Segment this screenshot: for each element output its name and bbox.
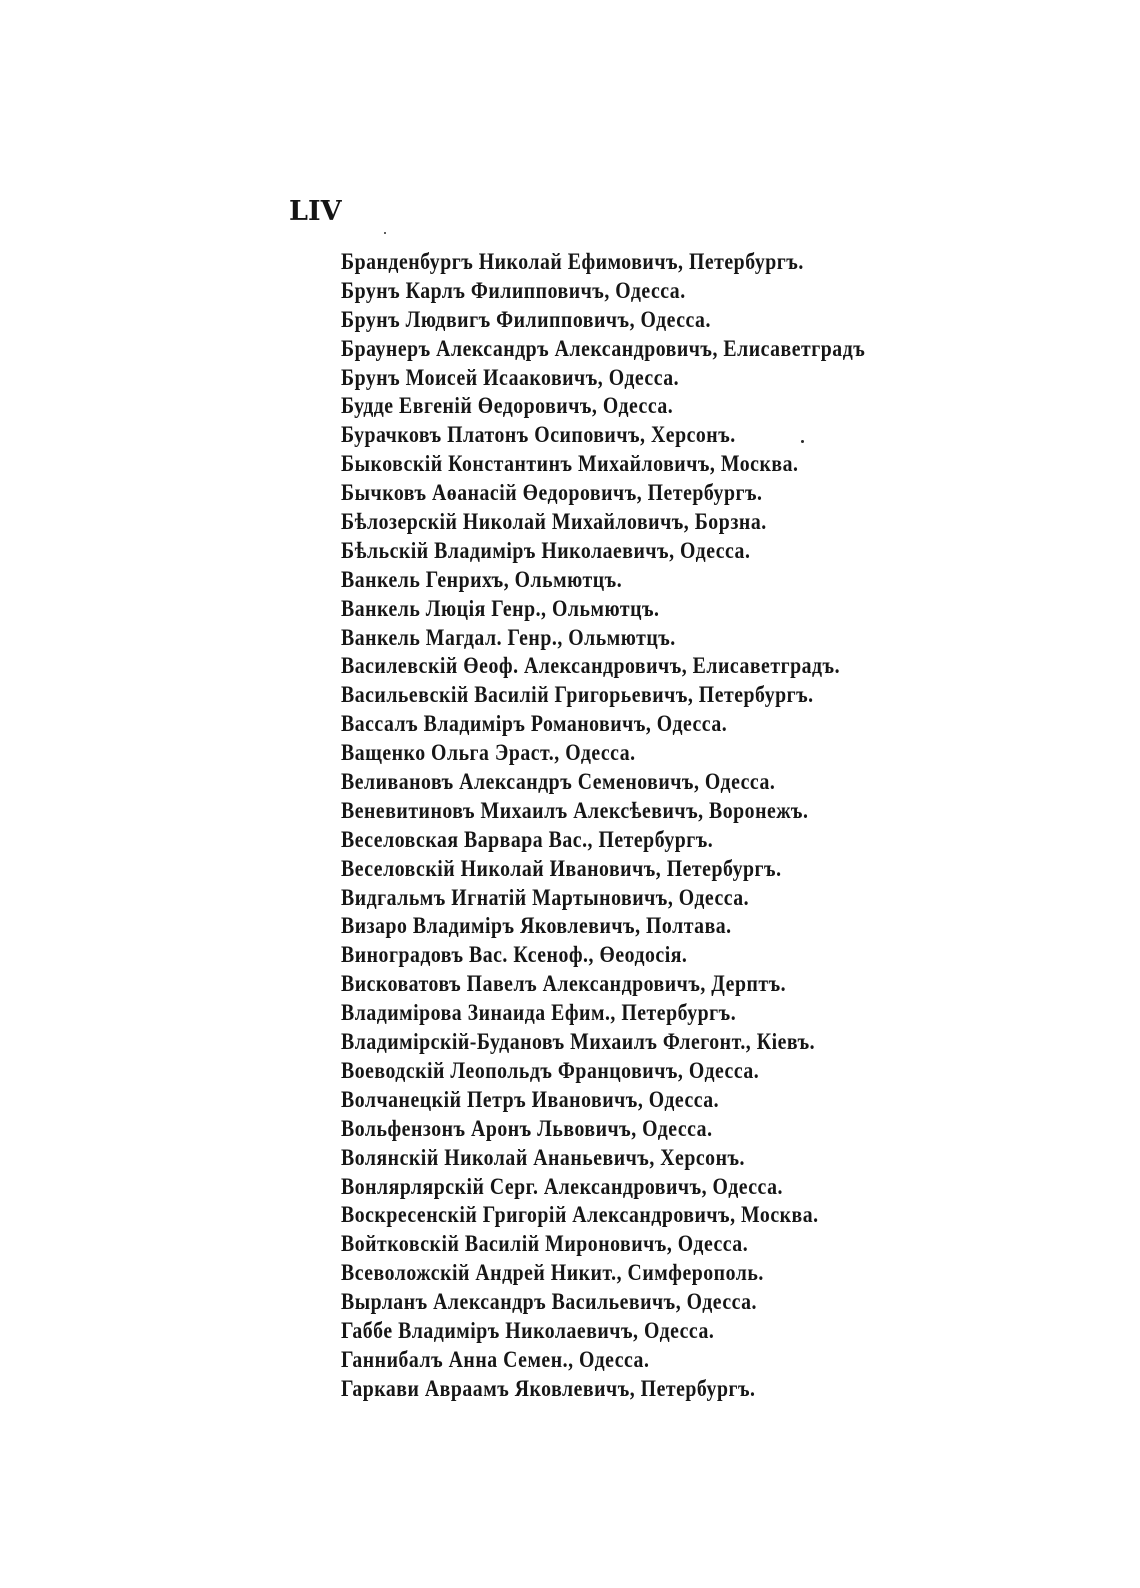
list-item: Веселовская Варвара Вас., Петербургъ. (341, 826, 714, 852)
list-item: Брунъ Моисей Исааковичъ, Одесса. (341, 364, 680, 390)
list-item: Браунеръ Александръ Александровичъ, Елисаветградъ (341, 335, 866, 361)
member-list (341, 248, 1101, 1404)
list-item: Ващенко Ольга Эраст., Одесса. (341, 740, 636, 766)
list-item: Ванкель Магдал. Генр., Ольмютцъ. (341, 624, 676, 650)
list-item: Брунъ Людвигъ Филипповичъ, Одесса. (341, 306, 711, 332)
list-item: Воеводскій Леопольдъ Францовичъ, Одесса. (341, 1057, 760, 1083)
list-item: Владимірскій-Будановъ Михаилъ Флегонт., Кіевъ. (341, 1029, 816, 1055)
list-item: Бычковъ Аөанасій Өедоровичъ, Петербургъ. (341, 480, 763, 506)
list-item: Ганнибалъ Анна Семен., Одесса. (341, 1346, 650, 1372)
list-item: Визаро Владиміръ Яковлевичъ, Полтава. (341, 913, 732, 939)
list-item: Видгальмъ Игнатій Мартыновичъ, Одесса. (341, 884, 750, 910)
list-item: Веневитиновъ Михаилъ Алексѣевичъ, Воронежъ. (341, 797, 809, 823)
list-item: Василевскій Өеоф. Александровичъ, Елисаветградъ. (341, 653, 841, 679)
list-item: Веливановъ Александръ Семеновичъ, Одесса. (341, 769, 776, 795)
list-item: Вырланъ Александръ Васильевичъ, Одесса. (341, 1289, 758, 1315)
list-item: Всеволожскій Андрей Никит., Симферополь. (341, 1260, 764, 1286)
list-item: Бѣлозерскій Николай Михайловичъ, Борзна. (341, 509, 767, 535)
page-number: LIV (289, 196, 342, 227)
list-item: Васильевскій Василій Григорьевичъ, Петербургъ. (341, 682, 814, 708)
list-item: Войтковскій Василій Мироновичъ, Одесса. (341, 1231, 749, 1257)
list-item: Веселовскій Николай Ивановичъ, Петербургъ. (341, 855, 782, 881)
list-item: Виноградовъ Вас. Ксеноф., Өеодосія. (341, 942, 688, 968)
list-item: Бурачковъ Платонъ Осиповичъ, Херсонъ. (341, 422, 736, 448)
list-item: Воскресенскій Григорій Александровичъ, Москва. (341, 1202, 819, 1228)
print-speck (384, 232, 386, 234)
list-item: Быковскій Константинъ Михайловичъ, Москва. (341, 451, 799, 477)
list-item: Волянскій Николай Ананьевичъ, Херсонъ. (341, 1144, 745, 1170)
list-item: Брунъ Карлъ Филипповичъ, Одесса. (341, 277, 686, 303)
list-item: Будде Евгеній Өедоровичъ, Одесса. (341, 393, 674, 419)
list-item: Вассалъ Владиміръ Романовичъ, Одесса. (341, 711, 728, 737)
list-item: Ванкель Генрихъ, Ольмютцъ. (341, 566, 623, 592)
list-item: Бранденбургъ Николай Ефимовичъ, Петербургъ. (341, 249, 804, 274)
list-item: Вольфензонъ Аронъ Львовичъ, Одесса. (341, 1115, 713, 1141)
list-item: Висковатовъ Павелъ Александровичъ, Дерптъ. (341, 971, 787, 997)
list-item: Ванкель Люція Генр., Ольмютцъ. (341, 595, 660, 621)
list-item: Владимірова Зинаида Ефим., Петербургъ. (341, 1000, 737, 1026)
list-item: Гаркави Авраамъ Яковлевичъ, Петербургъ. (341, 1375, 756, 1401)
list-item: Бѣльскій Владиміръ Николаевичъ, Одесса. (341, 537, 751, 563)
list-item: Вонлярлярскій Серг. Александровичъ, Одесса. (341, 1173, 783, 1199)
list-item: Габбе Владиміръ Николаевичъ, Одесса. (341, 1317, 715, 1343)
list-item: Волчанецкій Петръ Ивановичъ, Одесса. (341, 1086, 720, 1112)
